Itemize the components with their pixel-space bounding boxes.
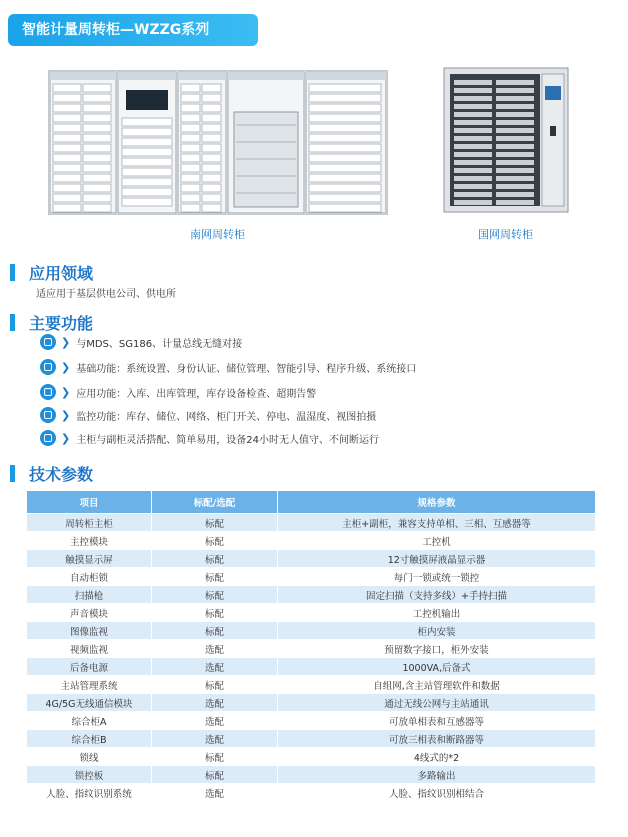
table-cell: 标配: [152, 532, 278, 550]
table-cell: 可放单相表和互感器等: [278, 712, 596, 730]
table-cell: 4线式的*2: [278, 748, 596, 766]
section-title: 主要功能: [29, 314, 94, 333]
table-header-cell: 项目: [27, 491, 152, 514]
table-cell: 标配: [152, 604, 278, 622]
table-cell: 周转柜主柜: [27, 514, 152, 532]
table-cell: 主控模块: [27, 532, 152, 550]
function-item: ❯ 与MDS、SG186、计量总线无缝对接: [40, 334, 242, 350]
section-bar: [10, 465, 15, 482]
section-bar: [10, 264, 15, 281]
table-cell: 视频监视: [27, 640, 152, 658]
table-cell: 通过无线公网与主站通讯: [278, 694, 596, 712]
table-row: [27, 712, 596, 730]
section-title: 应用领域: [29, 264, 94, 283]
south-grid-cabinet-image: [48, 70, 388, 215]
caption-state-grid: 国网周转柜: [478, 228, 533, 241]
section-title: 技术参数: [29, 465, 94, 484]
section-bar: [10, 314, 15, 331]
table-cell: 多路输出: [278, 766, 596, 784]
table-cell: 综合柜A: [27, 712, 152, 730]
function-item: ❯ 主柜与副柜灵活搭配、简单易用，设备24小时无人值守、不间断运行: [40, 430, 379, 446]
page-title: 智能计量周转柜—WZZG系列: [8, 14, 258, 46]
table-row: [27, 514, 596, 532]
table-cell: 标配: [152, 622, 278, 640]
function-text: 应用功能：入库、出库管理，库存设备检查、超期告警: [76, 388, 317, 400]
table-cell: 预留数字接口，柜外安装: [278, 640, 596, 658]
table-row: [27, 622, 596, 640]
table-row: [27, 694, 596, 712]
table-header-cell: 规格参数: [278, 491, 596, 514]
table-cell: 扫描枪: [27, 586, 152, 604]
table-cell: 12寸触摸屏液晶显示器: [278, 550, 596, 568]
table-cell: 标配: [152, 676, 278, 694]
table-cell: 锁控板: [27, 766, 152, 784]
function-text: 主柜与副柜灵活搭配、简单易用，设备24小时无人值守、不间断运行: [76, 434, 379, 446]
function-item: ❯ 监控功能：库存、储位、网络、柜门开关、停电、温湿度、视图拍摄: [40, 407, 376, 423]
function-text: 基础功能：系统设置、身份认证、储位管理、智能引导、程序升级、系统接口: [76, 363, 417, 375]
table-row: [27, 658, 596, 676]
table-header-cell: 标配/选配: [152, 491, 278, 514]
table-cell: 触摸显示屏: [27, 550, 152, 568]
table-cell: 自组网,含主站管理软件和数据: [278, 676, 596, 694]
table-cell: 主站管理系统: [27, 676, 152, 694]
table-row: [27, 640, 596, 658]
table-cell: 1000VA,后备式: [278, 658, 596, 676]
table-cell: 固定扫描（支持多线）+手持扫描: [278, 586, 596, 604]
table-cell: 选配: [152, 694, 278, 712]
section-specs-heading: [10, 462, 93, 485]
table-cell: 选配: [152, 784, 278, 802]
table-cell: 工控机输出: [278, 604, 596, 622]
table-cell: 每门一锁或统一锁控: [278, 568, 596, 586]
table-cell: 选配: [152, 640, 278, 658]
table-cell: 锁线: [27, 748, 152, 766]
table-cell: 选配: [152, 712, 278, 730]
table-row: [27, 568, 596, 586]
settings-icon: [40, 359, 56, 375]
function-text: 监控功能：库存、储位、网络、柜门开关、停电、温湿度、视图拍摄: [76, 411, 377, 423]
table-row: [27, 550, 596, 568]
table-cell: 图像监视: [27, 622, 152, 640]
function-text: 与MDS、SG186、计量总线无缝对接: [76, 338, 243, 350]
caption-south-grid: 南网周转柜: [190, 228, 245, 241]
table-row: [27, 604, 596, 622]
table-cell: 标配: [152, 514, 278, 532]
monitor-icon: [40, 430, 56, 446]
table-row: [27, 532, 596, 550]
table-row: [27, 730, 596, 748]
section-functions-heading: [10, 311, 93, 334]
table-cell: 标配: [152, 586, 278, 604]
table-cell: 标配: [152, 748, 278, 766]
table-cell: 标配: [152, 766, 278, 784]
specs-table: [26, 490, 596, 802]
table-row: [27, 586, 596, 604]
table-cell: 综合柜B: [27, 730, 152, 748]
table-row: [27, 784, 596, 802]
link-icon: [40, 334, 56, 350]
table-cell: 后备电源: [27, 658, 152, 676]
eye-icon: [40, 407, 56, 423]
table-header-row: [27, 491, 596, 514]
table-cell: 标配: [152, 550, 278, 568]
table-cell: 人脸、指纹识别相结合: [278, 784, 596, 802]
table-cell: 人脸、指纹识别系统: [27, 784, 152, 802]
table-cell: 选配: [152, 658, 278, 676]
table-cell: 4G/5G无线通信模块: [27, 694, 152, 712]
table-row: [27, 676, 596, 694]
warehouse-icon: [40, 384, 56, 400]
function-item: ❯ 基础功能：系统设置、身份认证、储位管理、智能引导、程序升级、系统接口: [40, 359, 416, 375]
table-cell: 标配: [152, 568, 278, 586]
application-text: 适应用于基层供电公司、供电所: [36, 289, 176, 300]
table-cell: 工控机: [278, 532, 596, 550]
table-cell: 选配: [152, 730, 278, 748]
table-row: [27, 748, 596, 766]
state-grid-cabinet-image: [442, 66, 570, 214]
section-application-heading: [10, 261, 93, 284]
table-cell: 可放三相表和断路器等: [278, 730, 596, 748]
function-item: ❯ 应用功能：入库、出库管理，库存设备检查、超期告警: [40, 384, 316, 400]
table-cell: 柜内安装: [278, 622, 596, 640]
table-row: [27, 766, 596, 784]
table-cell: 自动柜锁: [27, 568, 152, 586]
table-cell: 主柜+副柜，兼容支持单相、三相、互感器等: [278, 514, 596, 532]
table-cell: 声音模块: [27, 604, 152, 622]
